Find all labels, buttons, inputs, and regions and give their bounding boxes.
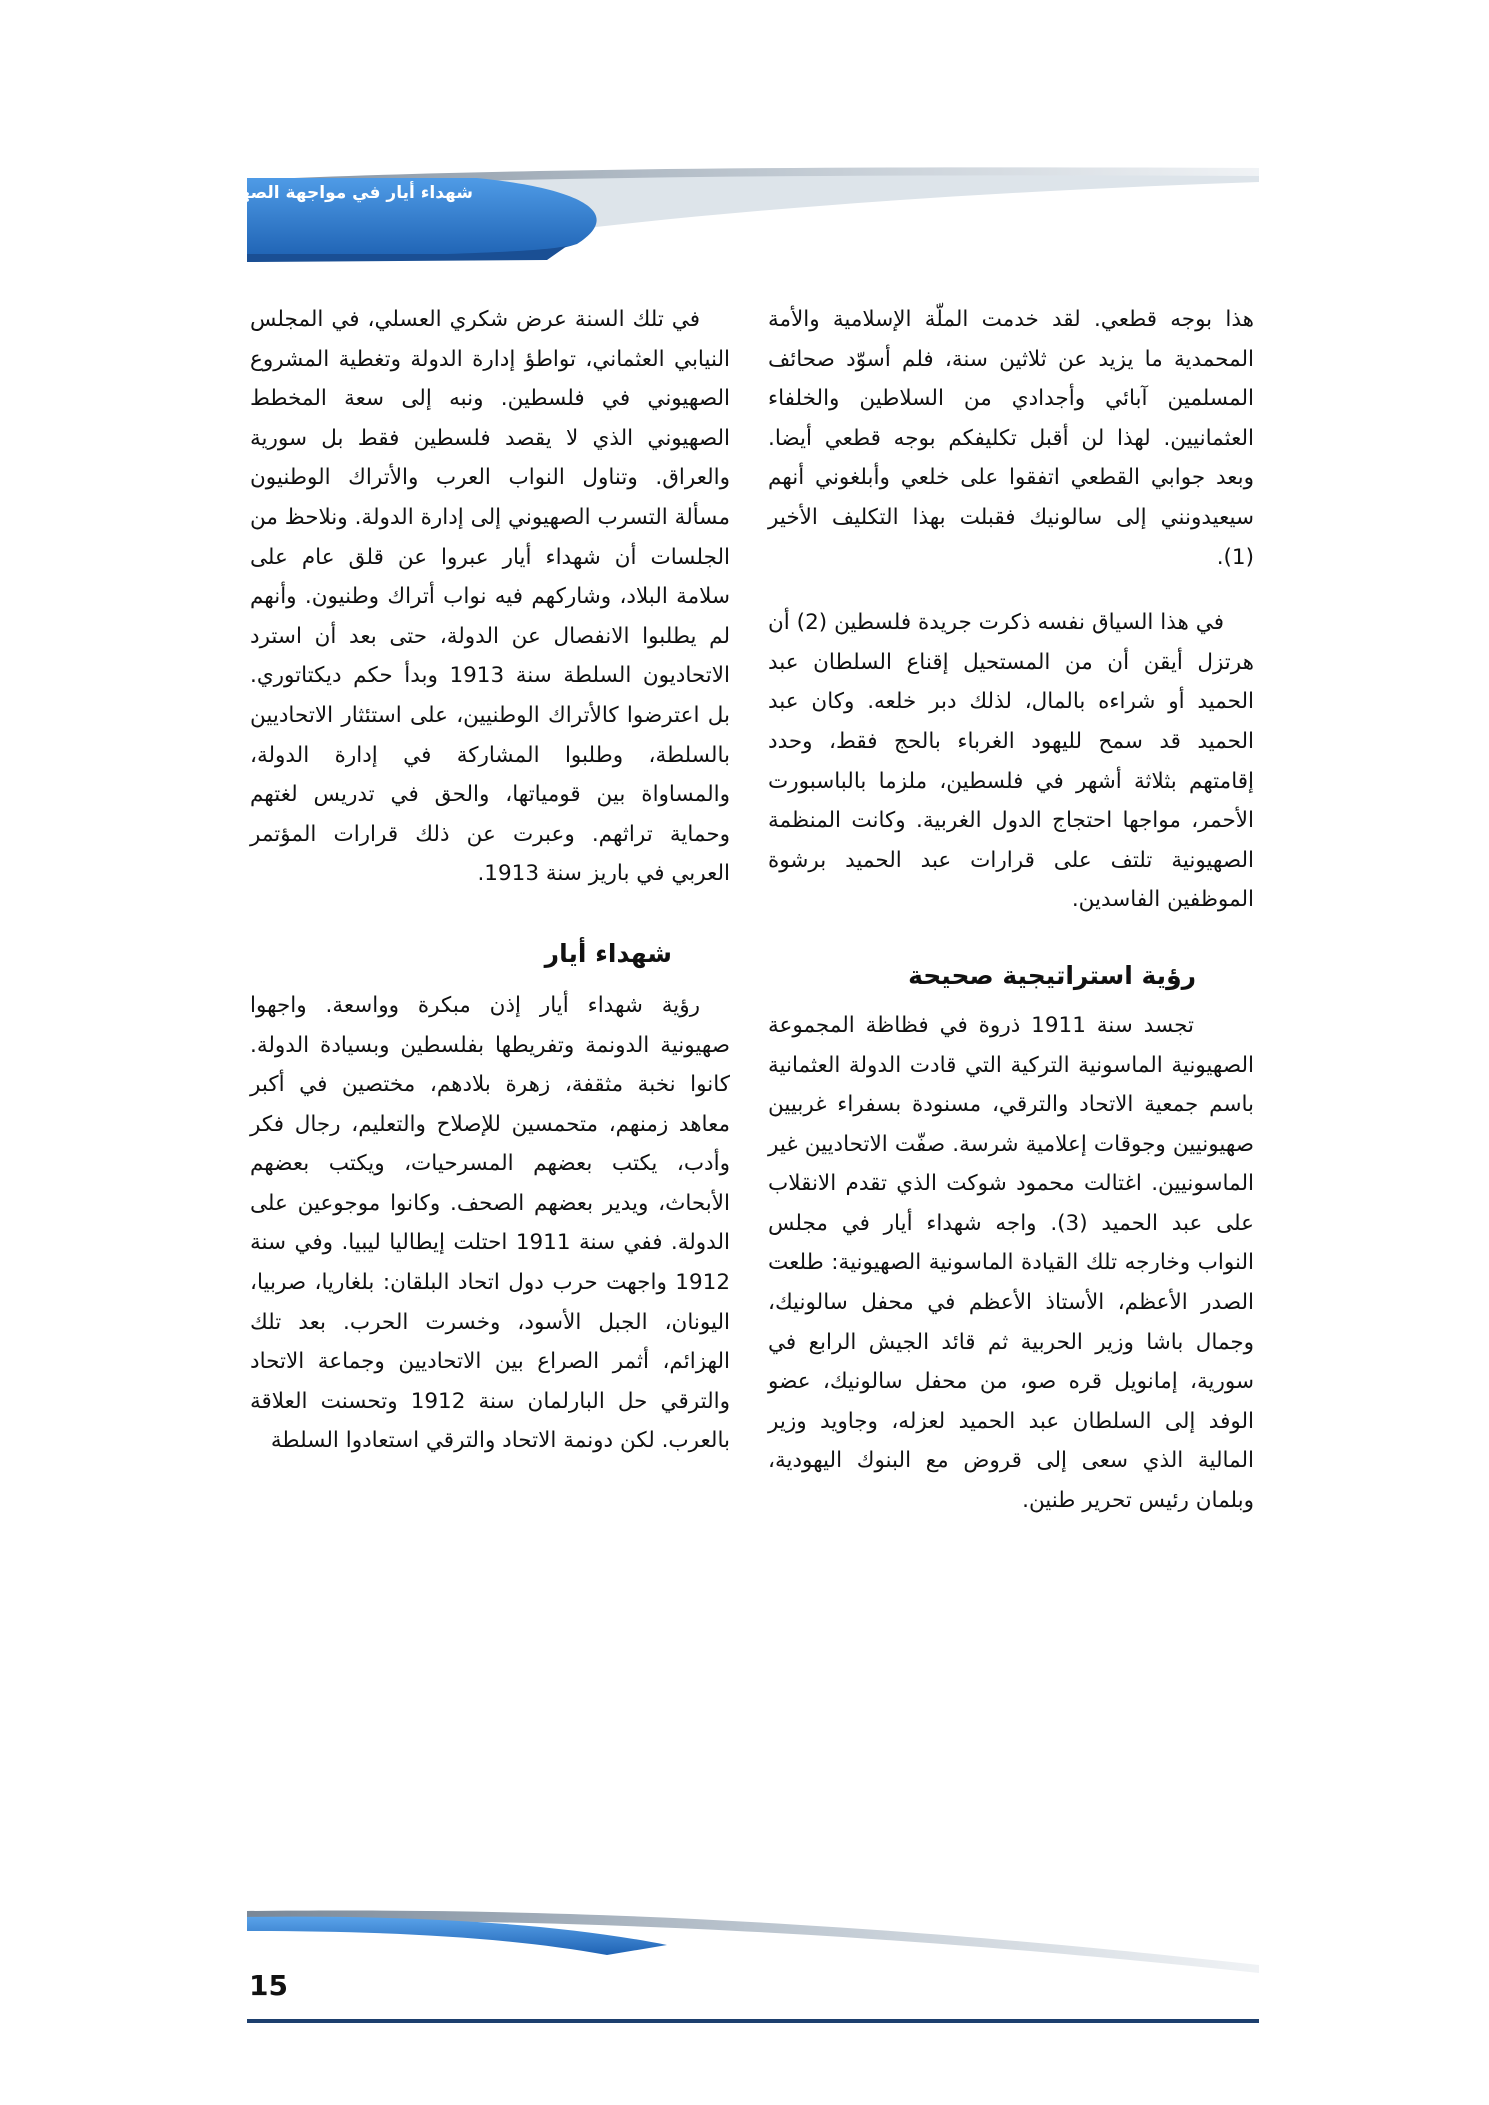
right-paragraph-3: تجسد سنة 1911 ذروة في فظاظة المجموعة الصهيونية الماسونية التركية التي قادت الدولة العثمانية باسم جمعية الاتحاد والترقي، مسنودة بسفراء غربيين صهيونيين وجوقات إعلامية شرسة. صفّت الاتحاديين غير الماسونيين. اغتالت محمود شوكت الذي تقدم الانقلاب على عبد الحميد (3). واجه شهداء أيار في مجلس النواب وخارجه تلك القيادة الماسونية الصهيونية: طلعت الصدر الأعظم، الأستاذ الأعظم في محفل سالونيك، وجمال باشا وزير الحربية ثم قائد الجيش الرابع في سورية، إمانويل قره صو، من محفل سالونيك، عضو الوفد إلى السلطان عبد الحميد لعزله، وجاويد وزير المالية الذي سعى إلى قروض مع البنوك اليهودية، وبلمان رئيس تحرير طنين. <box>768 1012 1254 1514</box>
section-heading-strategy: رؤية استراتيجية صحيحة <box>908 960 1196 990</box>
left-paragraph-1: في تلك السنة عرض شكري العسلي، في المجلس النيابي العثماني، تواطؤ إدارة الدولة وتغطية المشروع الصهيوني في فلسطين. ونبه إلى سعة المخطط الصهيوني الذي لا يقصد فلسطين فقط بل سورية والعراق. وتناول النواب العرب والأتراك الوطنيون مسألة التسرب الصهيوني إلى إدارة الدولة. ونلاحظ من الجلسات أن شهداء أيار عبروا عن قلق عام على سلامة البلاد، وشاركهم فيه نواب أتراك وطنيون. وأنهم لم يطلبوا الانفصال عن الدولة، حتى بعد أن استرد الاتحاديون السلطة سنة 1913 وبدأ حكم ديكتاتوري. بل اعترضوا كالأتراك الوطنيين، على استئثار الاتحاديين بالسلطة، وطلبوا المشاركة في إدارة الدولة، والمساواة بين قومياتها، والحق في تدريس لغتهم وحماية تراثهم. وعبرت عن ذلك قرارات المؤتمر العربي في باريز سنة 1913. <box>250 307 730 887</box>
right-column <box>768 300 1254 1521</box>
page-footer <box>247 1905 1259 2023</box>
left-paragraph-2: رؤية شهداء أيار إذن مبكرة وواسعة. واجهوا صهيونية الدونمة وتفريطها بفلسطين وبسيادة الدولة. كانوا نخبة مثقفة، زهرة بلادهم، مختصين في أكبر معاهد زمنهم، متحمسين للإصلاح والتعليم، رجال فكر وأدب، يكتب بعضهم المسرحيات، ويكتب بعضهم الأبحاث، ويدير بعضهم الصحف. وكانوا موجوعين على الدولة. ففي سنة 1911 احتلت إيطاليا ليبيا. وفي سنة 1912 واجهت حرب دول اتحاد البلقان: بلغاريا، صربيا، اليونان، الجبل الأسود، وخسرت الحرب. بعد تلك الهزائم، أثمر الصراع بين الاتحاديين وجماعة الاتحاد والترقي حل البارلمان سنة 1912 وتحسنت العلاقة بالعرب. لكن دونمة الاتحاد والترقي استعادوا السلطة <box>250 992 730 1454</box>
section-heading-martyrs: شهداء أيار <box>544 938 672 968</box>
footer-band-graphic <box>247 1905 1259 2023</box>
header-title: شهداء أيار في مواجهة الصهيونية <box>198 183 473 203</box>
right-paragraph-1: هذا بوجه قطعي. لقد خدمت الملّة الإسلامية والأمة المحمدية ما يزيد عن ثلاثين سنة، فلم أسوّد صحائف المسلمين آبائي وأجدادي من السلاطين والخلفاء العثمانيين. لهذا لن أقبل تكليفكم بوجه قطعي أيضا. وبعد جوابي القطعي اتفقوا على خلعي وأبلغوني أنهم سيعيدونني إلى سالونيك فقبلت بهذا التكليف الأخير (1). <box>768 307 1254 570</box>
left-column <box>250 300 730 1461</box>
header-band-graphic <box>198 158 1259 266</box>
page-header <box>198 158 1259 266</box>
right-paragraph-2: في هذا السياق نفسه ذكرت جريدة فلسطين (2) أن هرتزل أيقن أن من المستحيل إقناع السلطان عبد الحميد أو شراءه بالمال، لذلك دبر خلعه. وكان عبد الحميد قد سمح لليهود الغرباء بالحج فقط، وحدد إقامتهم بثلاثة أشهر في فلسطين، ملزما بالباسبورت الأحمر، مواجها احتجاج الدول الغربية. وكانت المنظمة الصهيونية تلتف على قرارات عبد الحميد برشوة الموظفين الفاسدين. <box>768 610 1254 913</box>
page-number: 15 <box>249 1969 288 2002</box>
